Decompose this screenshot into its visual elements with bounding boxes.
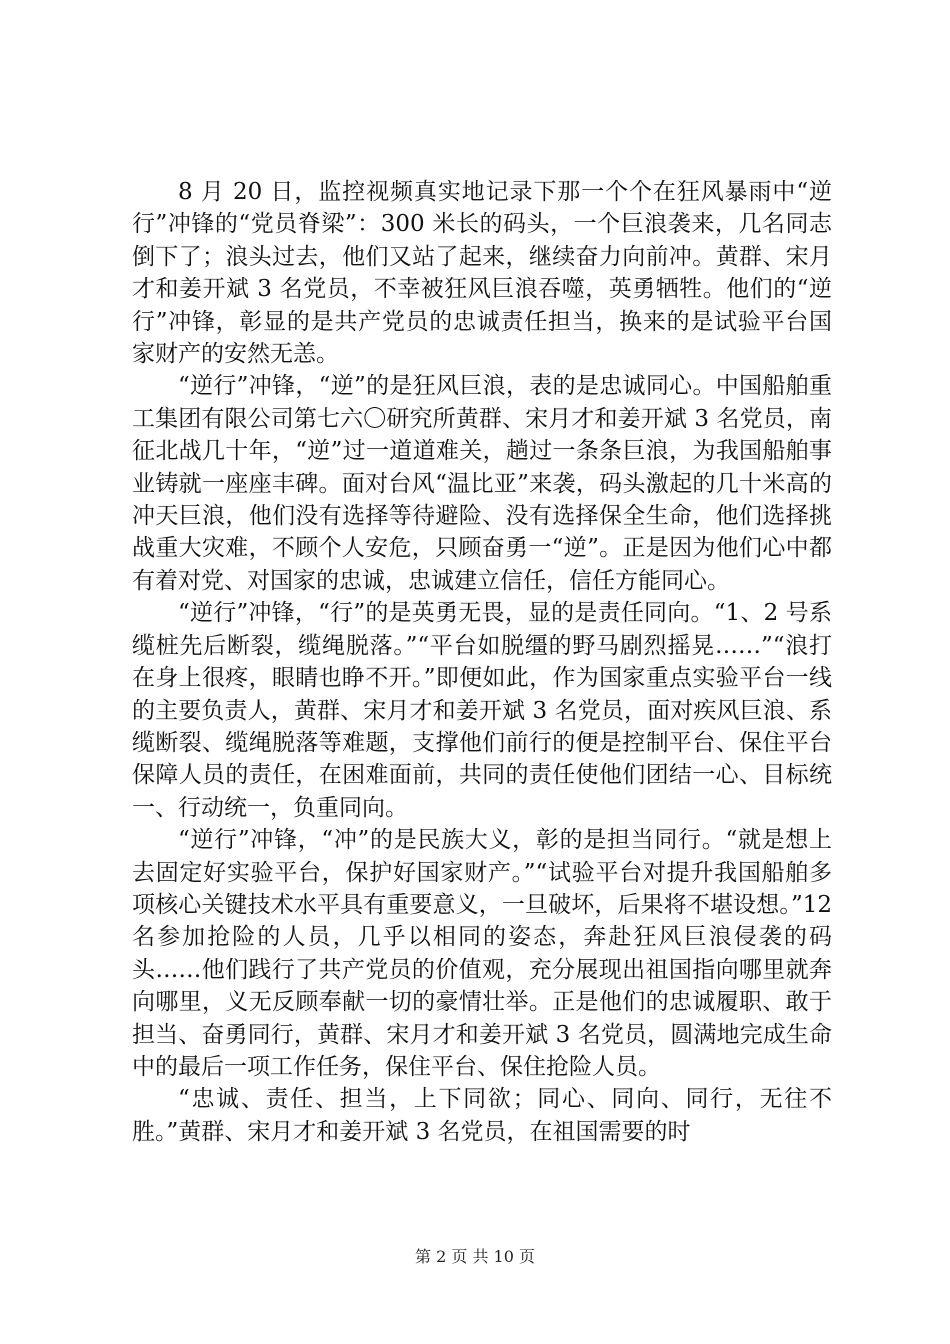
page-number-footer: 第 2 页 共 10 页 (415, 1247, 535, 1266)
paragraph-2: “逆行”冲锋，“逆”的是狂风巨浪，表的是忠诚同心。中国船舶重工集团有限公司第七六〇研究所黄群、宋月才和姜开斌 3 名党员，南征北战几十年，“逆”过一道道难关，趟过一条条巨浪，为我国船舶事业铸就一座座丰碑。面对台风“温比亚”来袭，码头激起的几十米高的冲天巨浪，他们没有选择等待避险、没有选择保全生命，他们选择挑战重大灾难，不顾个人安危，只顾奋勇一“逆”。正是因为他们心中都有着对党、对国家的忠诚，忠诚建立信任，信任方能同心。 (132, 373, 832, 594)
paragraph-1: 8 月 20 日，监控视频真实地记录下那一个个在狂风暴雨中“逆行”冲锋的“党员脊梁”：300 米长的码头，一个巨浪袭来，几名同志倒下了；浪头过去，他们又站了起来，继续奋力向前冲。黄群、宋月才和姜开斌 3 名党员，不幸被狂风巨浪吞噬，英勇牺牲。他们的“逆行”冲锋，彰显的是共产党员的忠诚责任担当，换来的是试验平台国家财产的安然无恙。 (132, 179, 832, 368)
paragraph-4: “逆行”冲锋，“冲”的是民族大义，彰的是担当同行。“就是想上去固定好实验平台，保护好国家财产。”“试验平台对提升我国船舶多项核心关键技术水平具有重要意义，一旦破坏，后果将不堪设想。”12 名参加抢险的人员，几乎以相同的姿态，奔赴狂风巨浪侵袭的码头……他们践行了共产党员的价值观，充分展现出祖国指向哪里就奔向哪里，义无反顾奉献一切的豪情壮举。正是他们的忠诚履职、敢于担当、奋勇同行，黄群、宋月才和姜开斌 3 名党员，圆满地完成生命中的最后一项工作任务，保住平台、保住抢险人员。 (132, 827, 832, 1080)
document-body (132, 176, 832, 1148)
paragraph-3: “逆行”冲锋，“行”的是英勇无畏，显的是责任同向。“1、2 号系缆桩先后断裂，缆绳脱落。”“平台如脱缰的野马剧烈摇晃……”“浪打在身上很疼，眼睛也睁不开。”即便如此，作为国家重点实验平台一线的主要负责人，黄群、宋月才和姜开斌 3 名党员，面对疾风巨浪、系缆断裂、缆绳脱落等难题，支撑他们前行的便是控制平台、保住平台保障人员的责任，在困难面前，共同的责任使他们团结一心、目标统一、行动统一，负重同向。 (132, 600, 832, 821)
paragraph-5: “忠诚、责任、担当，上下同欲；同心、同向、同行，无往不胜。”黄群、宋月才和姜开斌 3 名党员，在祖国需要的时 (132, 1086, 832, 1145)
